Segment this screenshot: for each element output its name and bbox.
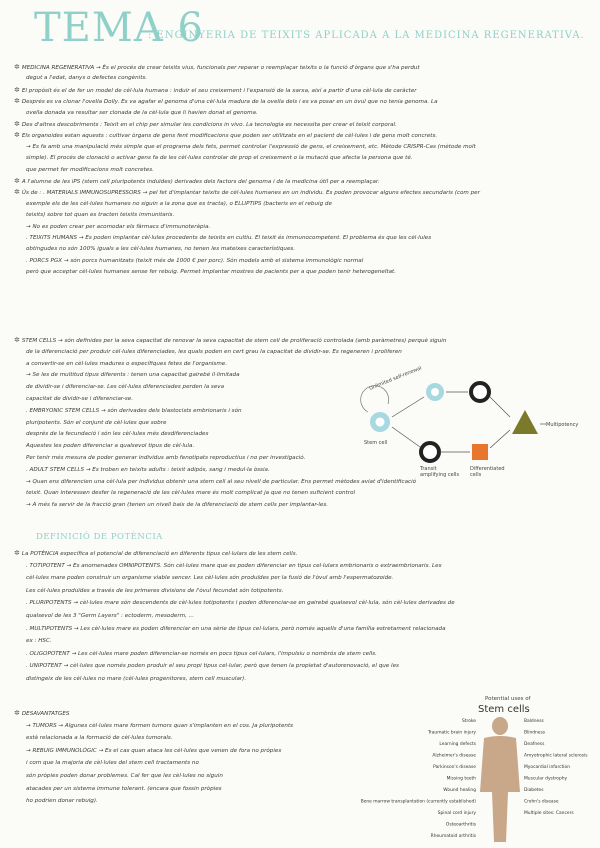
text-line-content: a convertir-se en cèl·lules madures o específiques fetes de l'organisme. (26, 360, 228, 367)
text-line-content: A l'alumne de les iPS (stem cell pluripotents induïdes) derivades dels factors del genoma i de la medicina útil per a reemplaçar. (21, 179, 380, 185)
uses-left-list (361, 718, 477, 839)
text-line (26, 224, 210, 231)
text-line (14, 87, 417, 95)
text-line-content: obtingudes no són 100% iguals a les cèl·lules humanes, no tenen les mateixes característiques. (26, 246, 296, 253)
use-item: Osteoarthritis (445, 822, 476, 828)
svg-text:cells: cells (470, 472, 482, 478)
text-line-content: teixit. Quan interessen desfer la regeneració de les cèl·lules mare és molt complicat ja que no tenen suficient control (26, 490, 356, 497)
text-line-content: STEM CELLS → són definides per la seva capacitat de renovar la seva capacitat de stem cell de proliferació controlada (amb paràmetres) perquè siguin (21, 338, 447, 344)
text-line-content: però que acceptar cèl·lules humanes sense fer rebuig. Permet implantar mostres de pacients per a que poden tenir heterogeneïtat. (26, 269, 396, 276)
text-line-content: → REBUIG IMMUNOLÒGIC → Es el cas quan ataca les cèl·lules que venen de fora no pròpies (26, 747, 282, 754)
text-line-content: Per tenir més mesura de poder generar individus amb fenotipats reproductius i no per investigació. (26, 455, 306, 461)
text-line (26, 588, 283, 595)
text-line-content: MEDICINA REGENERATIVA → És el procés de crear teixits vius, funcionals per reparar o reemplaçar teixits o la funció d'òrgans que s'ha perdut (21, 65, 420, 71)
use-item: Diabetes (524, 788, 544, 793)
body-head-icon (492, 717, 508, 735)
text-line-content: atacades per un sistema immune tolerant. (encara que fossin pròpies (26, 785, 222, 792)
text-line-content: cèl·lules mare poden construir un organisme viable sencer. Les cèl·lules són produïdes per la fusió de l'òvul amb l'espermatozoide. (26, 575, 394, 582)
text-line (26, 443, 194, 450)
text-line-content: DESAVANTATGES (21, 711, 70, 717)
text-line-content: degut a l'edat, danys o defectes congènits. (26, 75, 148, 82)
text-line (26, 723, 293, 730)
text-line-content: teixits) sobre tot quan es tracten teixits immunitaris. (26, 212, 175, 219)
potential-uses-title: Stem cells (478, 704, 530, 715)
text-line-content: ex : HSC. (26, 638, 52, 645)
text-line (26, 490, 355, 497)
text-line (26, 269, 396, 276)
text-line-content: . ADULT STEM CELLS → Es troben en teixits adults : teixit adipós, sang i medul·la òssia. (26, 466, 270, 473)
text-line (26, 167, 154, 174)
text-line-content: → Se les de multitud tipus diferents : tenen una capacitat gairebé il·limitada (26, 372, 240, 379)
use-item: Stroke (462, 719, 476, 724)
text-line (14, 189, 480, 197)
text-line (14, 337, 446, 345)
text-line (26, 798, 98, 805)
use-item: Muscular dystrophy (524, 776, 568, 782)
text-line-content: . TEIXITS HUMANS → Es poden implantar cèl·lules procedents de teixits en cultiu. El teixit és immunocompetent. El problema és que les cèl·lules (26, 235, 432, 241)
text-line (26, 600, 455, 607)
star-icon: ✲ (14, 549, 20, 557)
text-line (14, 178, 379, 186)
text-line-content: capacitat de dividir-se i diferenciar-se. (26, 396, 134, 402)
text-line (26, 396, 133, 403)
star-icon: ✲ (14, 131, 20, 140)
text-line-content: està relacionada a la formació de cèl·lules tumorals. (26, 735, 173, 742)
text-line-content: La POTÈNCIA específica el potencial de diferenciació en diferents tipus cel·lulars de les stem cells. (21, 551, 298, 557)
text-line (26, 201, 332, 208)
text-line (26, 748, 281, 755)
use-item: Learning defects (439, 742, 476, 747)
text-line (26, 773, 223, 780)
text-line-content: → TUMORS → Algunes cèl·lules mare formen tumors quan s'implanten en el cos. Ja pluripotents (26, 722, 294, 729)
text-line-content: . PORCS PGX → són porcs humanitzats (teixit més de 1000 € per porc). Són models amb el sistema immunològic normal (26, 257, 364, 264)
text-line (14, 550, 297, 558)
text-line (14, 98, 438, 106)
text-line-content: Aquestes les poden diferenciar a qualsevol tipus de cèl·lula. (26, 443, 195, 450)
text-line (26, 638, 52, 645)
text-line-content: Les cèl·lules produïdes a través de les primeres divisions de l'òvul fecundat són totipotents. (26, 587, 284, 594)
star-icon: ✲ (14, 85, 20, 94)
label-transit-cells: Transit (420, 466, 437, 472)
text-line-content: després de la fecundació i són les cèl·lules més desdiferenciades (26, 431, 209, 438)
text-line (26, 663, 399, 670)
text-line-content: Els organoides estan aquests : cultivar òrgans de gens fent modificacions que poden ser utilitzats en el pacient de cèl·lules i de gens molt concrets. (21, 133, 438, 140)
use-item: Parkinson's disease (433, 765, 476, 770)
use-item: Wound healing (443, 788, 476, 793)
text-line (26, 420, 166, 427)
text-line (26, 563, 442, 570)
star-icon: ✲ (14, 97, 20, 106)
text-line (26, 760, 199, 767)
text-line-content: de la diferenciació per produir cèl·lules diferenciades, les quals poden en cert grau la capacitat de dividir-se. Es regeneren i proliferen (26, 348, 402, 355)
page-subtitle: : ENGINYERIA DE TEIXITS APLICADA A LA MEDICINA REGENERATIVA. (148, 30, 585, 41)
use-item: Bone marrow transplantation (currently established) (360, 799, 476, 805)
text-line (26, 144, 476, 151)
text-line (26, 651, 377, 658)
use-item: Deafness (524, 742, 545, 747)
text-line (26, 384, 224, 391)
use-item: Baldness (524, 719, 544, 724)
text-line (26, 349, 402, 356)
text-line (26, 626, 446, 633)
use-item: Traumatic brain injury (427, 730, 476, 736)
text-line-content: distingeix de les cèl·lules no mare (cèl·lules progenitores, stem cell muscular). (26, 676, 247, 682)
text-line (26, 212, 174, 219)
label-unlimited-renewal: Unlimited self-renewal (368, 365, 423, 392)
use-item: Amyotrophic lateral sclerosis (524, 753, 588, 759)
text-line (26, 575, 393, 582)
use-item: Blindness (524, 730, 546, 736)
star-icon: ✲ (14, 120, 20, 128)
text-line-content: . TOTIPOTENT → Es anomenades OMNIPOTENTS. Són cèl·lules mare que es poden diferenciar en tipus cel·lulars embrionaris o extraembrionaris. Les (26, 562, 442, 569)
use-item: Alzheimer's disease (432, 753, 476, 759)
star-icon: ✲ (14, 188, 20, 197)
text-line (26, 110, 258, 117)
text-line (14, 121, 397, 129)
text-line-content: . OLIGOPOTENT → Les cèl·lules mare poden diferenciar-se només en pocs tipus cel·lulars, l'impulsiu o nombrós de stem cells. (26, 650, 377, 657)
text-line-content: . EMBRYONIC STEM CELLS → són derivades dels blastocists embrionaris i són (26, 407, 242, 414)
text-line-content: → Es fa amb una manipulació més simple que el programa dels fets, permet controlar l'expressió de gens, el creixement, etc. Mètode CRISPR-Cas (mètode molt (26, 143, 476, 150)
text-line (26, 408, 242, 415)
text-line (14, 64, 420, 72)
text-line-content: simple). El procés de clonació o activar gens fa de les cèl·lules controlar de prop el creixement o la mutació que afecta la persona que té. (26, 155, 413, 162)
text-line-content: . PLURIPOTENTS → cèl·lules mare són descendents de cèl·lules totipotents i poden diferenciar-se en gairebé qualsevol cèl·lula, són cèl·lules derivades de (26, 600, 455, 607)
potential-uses-header: Potential uses of (485, 696, 531, 702)
text-line-content: → Quan ens diferencien una cèl·lula per individus obtenir una stem cell al seu nivell de particular. Ens permet mètodes aviat d'identificació (26, 478, 417, 485)
text-line (14, 710, 69, 718)
text-line (26, 676, 246, 683)
use-item: Crohn's disease (524, 799, 559, 805)
text-line-content: . MULTIPOTENTS → Les cèl·lules mare es poden diferenciar en una sèrie de tipus cel·lulars, però només aquells d'una família estretament relacionada (26, 625, 446, 632)
text-line (26, 155, 413, 162)
text-line-content: ovella donada va resultar ser clonada de la cèl·lula que li havien donat el genoma. (26, 109, 258, 116)
svg-text:amplifying cells: amplifying cells (420, 472, 460, 478)
multipotency-triangle-icon (512, 410, 538, 434)
text-line-content: de dividir-se i diferenciar-se. Les cèl·lules diferenciades perden la seva (26, 384, 224, 391)
page-title: TEMA 6 (34, 5, 204, 51)
text-line (26, 258, 363, 265)
text-line (26, 372, 240, 379)
potential-uses-diagram (360, 692, 590, 844)
text-line-content: → A més fa servir de la fracció gran (tenen un nivell baix de la diferenciació de stem cells per implantar-les. (26, 502, 329, 509)
text-line-content: Ús de : . MATERIALS IMMUNOSUPRESSORS → pel fet d'implantar teixits de cèl·lules humanes en un individu. Es poden provocar alguns efectes secundaris (com per (21, 190, 480, 197)
differentiated-cell-icon (472, 444, 488, 460)
text-line (26, 735, 173, 742)
body-icon (480, 736, 520, 842)
use-item: Myocardial infarction (524, 765, 570, 770)
text-line-content: exemple els de les cèl·lules humanes no siguin a la zona que es tracta), o ELLIPTIPS (bacteris en el rebuig de (26, 200, 332, 207)
text-line-content: Des d'altres descobriments : Teixit en el chip per simular les condicions in vivo. La tecnologia es necessita per crear el teixit corporal. (21, 122, 397, 128)
use-item: Multiple sites: Cancers (524, 811, 574, 816)
text-line (26, 467, 270, 474)
text-line (26, 479, 416, 486)
text-line-content: . UNIPOTENT → cèl·lules que només poden produir el seu propi tipus cel·lular, però que tenen la propietat d'autorenovació, el que les (26, 663, 399, 670)
text-line-content: Després es va clonar l'ovella Dolly. Es va agafar el genoma d'una cèl·lula madura de la ovella dels i es va posar en un òvul que no tenia genoma. La (21, 99, 438, 106)
text-line-content: El propòsit és el de fer un model de cèl·lula humana : induir el seu creixement i l'expansió de la xarxa, així a partir d'una cèl·lula de caràcter (21, 87, 417, 94)
star-icon: ✲ (14, 336, 20, 344)
star-icon: ✲ (14, 709, 20, 717)
label-stem-cell: Stem cell (364, 440, 388, 446)
text-line-content: que permet fer modificacions molt concretes. (26, 166, 154, 173)
text-line (26, 455, 305, 462)
star-icon: ✲ (14, 177, 20, 185)
text-line (26, 361, 227, 368)
text-line (26, 431, 208, 438)
text-line-content: ho podrien donar rebuig). (26, 798, 98, 805)
label-differentiated-cells: Differentiated (470, 466, 505, 472)
text-line-content: són pròpies poden donar problemes. Cal fer que les cèl·lules no siguin (26, 773, 223, 779)
text-line (26, 786, 222, 793)
use-item: Missing teeth (446, 776, 476, 782)
text-line (26, 75, 147, 82)
use-item: Spinal cord injury (437, 811, 476, 816)
uses-right-list (524, 718, 588, 816)
star-icon: ✲ (14, 63, 20, 71)
stem-cell-diagram (360, 362, 590, 492)
text-line-content: pluripotents. Són el conjunt de cèl·lules que sobre (26, 419, 167, 426)
text-line-content: qualsevol de les 3 "Germ Layers" : ectoderm, mesoderm, ... (26, 613, 194, 619)
section-potencia-title: DEFINICIÓ DE POTÈNCIA (36, 532, 163, 542)
text-line-content: i com que la majoria de cèl·lules del stem cell tractaments no (26, 760, 199, 767)
progenitor-cell-icon (421, 443, 439, 461)
text-line (26, 613, 194, 620)
text-line (26, 246, 295, 253)
text-line (26, 502, 328, 509)
text-line (26, 235, 431, 242)
text-line-content: → No es poden crear per acomodar els fàrmacs d'immunoteràpia. (26, 223, 211, 230)
use-item: Rheumatoid arthritis (430, 834, 476, 839)
text-line (14, 132, 437, 140)
label-multipotency: Multipotency (546, 422, 579, 428)
